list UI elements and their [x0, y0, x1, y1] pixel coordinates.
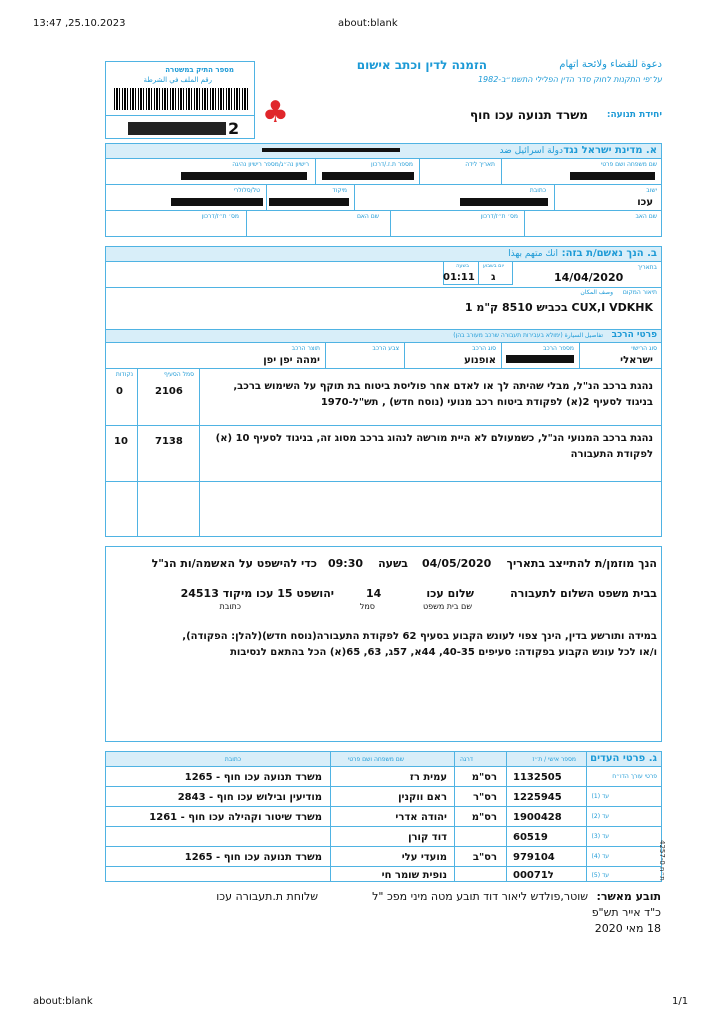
label-city: ישוב — [646, 187, 657, 194]
label-license: רישיון נה״ג/מספר רישיון נהיגה — [232, 161, 309, 168]
label-phone: טל/סלולרי — [233, 187, 260, 194]
witness-5-name: נופית שומר חי — [381, 870, 447, 881]
row-label-1: עד (1) — [591, 793, 609, 800]
case-digit: 2 — [228, 119, 240, 138]
witness-1-address: מודיעין ובילוש עכו חוף - 2843 — [177, 792, 322, 803]
print-page-number: 1/1 — [672, 996, 689, 1007]
court-code: 14 — [366, 587, 382, 600]
label-id: מספר ת.ז./דרכון — [371, 161, 413, 168]
label-time: בשעה — [456, 263, 469, 269]
header-witness-rank: דרגה — [459, 756, 473, 763]
label-place: תיאור המקום — [622, 289, 657, 296]
witness-4-rank: רס"ב — [472, 852, 497, 863]
witness-0-rank: רס"מ — [471, 772, 497, 783]
label-clause: סמל הסעיף — [163, 371, 194, 378]
row-label-4: עד (4) — [591, 853, 609, 860]
court-name: שלום עכו — [426, 587, 474, 600]
label-address: כתובת — [529, 187, 546, 194]
row-label-0: פרטי עורך הדו״ח — [612, 773, 657, 780]
court-address: יהושפט 15 עכו מיקוד 24513 — [180, 587, 334, 600]
hebrew-date: כ"ד אייר תש"פ — [591, 906, 661, 919]
section-b-title: ב. הנך נאשם/ת בזה: — [561, 248, 657, 259]
unit-label: יחידת תנועה: — [606, 110, 662, 120]
label-vehicle-maker: תוצר הרכב — [291, 345, 320, 352]
prosecutor-unit: שלוחת ת.תעבורה עכו — [216, 890, 318, 903]
document-title-ar: دعوة للقضاء ولائحة اتهام — [559, 59, 662, 70]
label-vehicle-kind: סוג הרכב — [472, 345, 496, 352]
label-place-ar: وصف المكان — [580, 289, 613, 296]
label-points: נקודות — [115, 371, 133, 378]
summons-date: 04/05/2020 — [422, 557, 492, 570]
header-witness-name: שם משפחה ושם פרטי — [347, 756, 404, 763]
summons-suffix: כדי להישפט על האשמה/ות הנ"ל — [151, 557, 317, 570]
court-address-caption: כתובת — [219, 602, 241, 611]
document-header — [105, 58, 662, 138]
prosecutor-label: תובע מאשר: — [596, 890, 661, 903]
label-vehicle-color: צבע הרכב — [372, 345, 399, 352]
offense-1-points: 0 — [116, 386, 123, 397]
case-number-box — [105, 61, 255, 139]
witness-3-name: דוד קורן — [408, 832, 447, 843]
label-mother: שם האם — [356, 213, 379, 220]
vehicle-maker-value: ימהה יפן יפן — [263, 355, 320, 366]
witnesses-section — [105, 751, 662, 882]
print-timestamp: 13:47 ,25.10.2023 — [33, 18, 126, 29]
witness-1-id: 1225945 — [513, 792, 562, 803]
summons-prefix: הנך מוזמן/ת להתייצב בתאריך — [506, 557, 657, 570]
document-title: הזמנה לדין וכתב אישום — [356, 58, 487, 72]
witnesses-title: ג. פרטי העדים — [590, 753, 657, 764]
penalty-text: במידה ותורשע בדין, הינך צפוי לעונש הקבוע בסעיף 62 לפקודת התעבורה(נוסח חדש)(להלן: הפקודה), ו/או לכל עונש הקבוע בפקודה: סעיפים 40-35, 44א, 57ג, 63, 65(א) הכל בהתאם לנסיבות — [182, 631, 657, 658]
redacted-case-number — [128, 122, 226, 135]
court-name-caption: שם בית משפט — [422, 602, 472, 611]
print-footer-url: about:blank — [33, 996, 93, 1007]
date-value: 14/04/2020 — [554, 271, 624, 284]
label-passport2: מס׳ ת״ז/דרכון — [201, 213, 239, 220]
label-name: שם משפחה ושם פרטי — [600, 161, 657, 168]
unit-value: משרד תנועה עכו חוף — [470, 108, 588, 122]
label-day: יום בשבוע — [482, 263, 504, 269]
label-vehicle-type: סוג הרישוי — [631, 345, 657, 352]
header-witness-address: כתובת — [224, 756, 241, 763]
section-b-title-ar: انك متهم بهذا — [508, 249, 558, 259]
print-url: about:blank — [338, 18, 398, 29]
label-zip: מיקוד — [332, 187, 347, 194]
document-subtitle: על־פי התקנות לחוק סדר הדין הפלילי התשמ״ב-1982 — [477, 75, 662, 84]
section-b-charges — [105, 246, 662, 537]
case-box-label-ar: رقم الملف في الشرطة — [143, 76, 212, 84]
witness-1-rank: רס"ר — [472, 792, 497, 803]
section-a-accused — [105, 143, 662, 237]
row-label-3: עד (3) — [591, 833, 609, 840]
section-a-title: א. מדינת ישראל נגד — [563, 145, 657, 156]
witness-2-rank: רס"מ — [471, 812, 497, 823]
vehicle-type-value: ישראלי — [620, 355, 653, 366]
witness-3-id: 60519 — [513, 832, 548, 843]
witness-2-id: 1900428 — [513, 812, 562, 823]
offense-1-code: 2106 — [155, 386, 183, 397]
offense-1-text: נהגת ברכב הנ"ל, מבלי שהיתה לך או לאדם אחר פוליסת ביטוח בת תוקף על השימוש ברכב, בניגוד לסעיף 2(א) לפקודת ביטוח רכב מנועי (נוסח חדש) , תש"ל-1970 — [233, 381, 653, 408]
witness-0-address: משרד תנועה עכו חוף - 1265 — [184, 772, 322, 783]
prosecutor-text: שוטר,פולדש ליאור דוד תובע מטה מיני מפכ "ל — [372, 890, 588, 903]
label-birth-date: תאריך לידה — [465, 161, 495, 168]
vehicle-subtitle: تفاصيل السيارة (ימולא בעבירות תעבורה שרכב מעורב בהן) — [453, 332, 603, 339]
case-box-label: מספר התיק במשטרה — [165, 66, 234, 74]
summons-section — [105, 546, 662, 742]
summons-at: בשעה — [378, 557, 408, 570]
witness-4-name: מועדי עלי — [401, 852, 447, 863]
label-father: שם האב — [635, 213, 657, 220]
offense-2-code: 7138 — [155, 436, 183, 447]
witness-4-id: 979104 — [513, 852, 555, 863]
row-label-2: עד (2) — [591, 813, 609, 820]
form-code: 4257-0 ת״ח — [658, 840, 666, 881]
vehicle-title: פרטי הרכב — [611, 330, 657, 340]
court-code-caption: סמל — [359, 602, 375, 611]
witness-2-name: יהודה אדרי — [395, 812, 447, 823]
place-value: CUX,I VDKHK בכביש 8510 ק"מ 1 — [464, 301, 653, 314]
vehicle-kind-value: אופנוע — [464, 355, 496, 366]
offense-2-text: נהגת ברכב המנועי הנ"ל, כשמעולם לא היית מורשה לנהוג ברכב מסוג זה, בניגוד לסעיף 10 (א) לפקודת התעבורה — [215, 433, 653, 460]
witness-0-id: 1132505 — [513, 772, 562, 783]
time-value: 01:11 — [443, 272, 475, 283]
label-vehicle-number: מספר הרכב — [543, 345, 574, 352]
day-value: ג — [491, 272, 496, 283]
row-label-5: עד (5) — [591, 872, 609, 879]
summons-time: 09:30 — [328, 557, 364, 570]
court-label: בבית משפט השלום לתעבורה — [510, 587, 657, 600]
witness-5-id: 00071ל — [513, 870, 554, 881]
city-value: עכו — [637, 197, 653, 208]
header-witness-id: מספר אישי / ת״ז — [532, 756, 576, 763]
witness-4-address: משרד תנועה עכו חוף - 1265 — [184, 852, 322, 863]
section-a-title-ar: دولة اسرائيل ضد — [499, 146, 563, 156]
gregorian-date: 18 מאי 2020 — [594, 922, 661, 935]
label-passport: מס׳ ת״ז/דרכון — [480, 213, 518, 220]
barcode — [114, 88, 248, 110]
witness-1-name: ראם ווקנין — [398, 792, 447, 803]
witness-0-name: עמית רז — [409, 772, 447, 783]
club-symbol-icon: ♣ — [262, 95, 289, 130]
label-date: בתאריך — [637, 264, 657, 271]
witness-2-address: משרד שיטור וקהילה עכו חוף - 1261 — [149, 812, 322, 823]
offense-2-points: 10 — [114, 436, 128, 447]
